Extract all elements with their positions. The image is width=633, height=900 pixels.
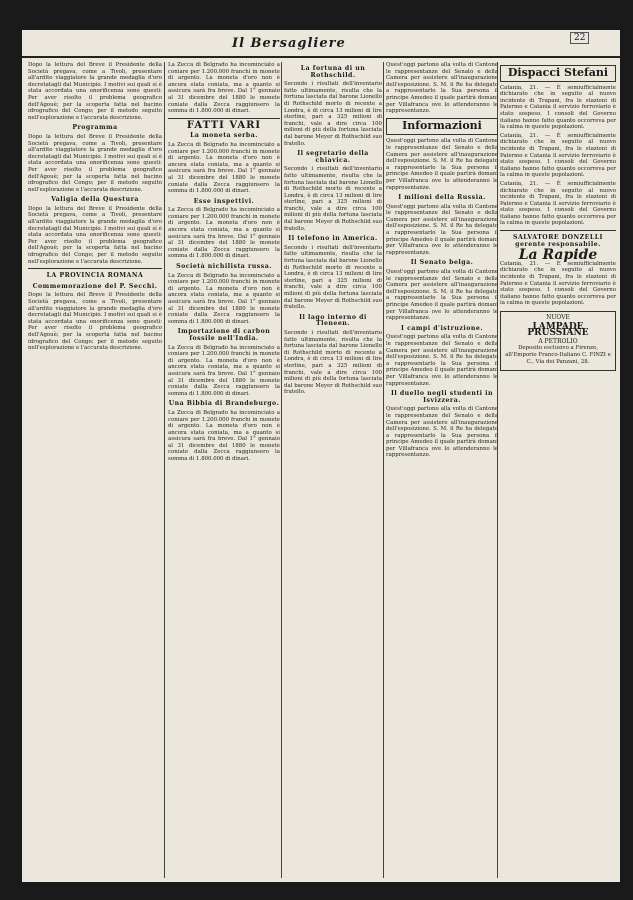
gerente-line: SALVATORE DONZELLI gerente responsabile. — [513, 234, 603, 248]
ad-line: NUOVE — [546, 314, 570, 321]
article-text: Quest'oggi partono alla volta di Cantone le rappresentanze del Senato e della Camera per assistere all'inaugurazione dell'esposizione. S. M. il Re ha delegato a rappresentarlo la Sua persona il principe Amedeo il quale partirà domani per Villafranca ove lo attenderanno le rappresentanze. — [386, 406, 498, 459]
column-2 — [168, 62, 280, 878]
section-heading: Dispacci Stefani — [500, 65, 616, 82]
masthead — [22, 32, 620, 58]
column-5 — [500, 62, 616, 878]
article-text: Dopo la lettura del Breve il Presidente della Società pregava, come a Tivoli, presentare all'ardito viaggiatore la grande medaglia d'oro decretatagli dal Municipio. I motivi sui quali si è stata accordata una onorificenza sono questi: Per aver risolto il problema geografico dell'Agouè; per la scoperta fatta nel bacino idrografico del Congo; per il metodo seguito nell'esplorazione e l'accurata descrizione. — [28, 62, 162, 121]
article-text: Dopo la lettura del Breve il Presidente della Società pregava, come a Tivoli, presentare all'ardito viaggiatore la grande medaglia d'oro decretatagli dal Municipio. I motivi sui quali si è stata accordata una onorificenza sono questi: Per aver risolto il problema geografico dell'Agouè; per la scoperta fatta nel bacino idrografico del Congo; per il metodo seguito nell'esplorazione e l'accurata descrizione. — [28, 292, 162, 352]
section-heading: Il telefono in America. — [288, 235, 378, 243]
article-text: La Zecca di Belgrado ha incominciato a coniare per 1.200.000 franchi in monete di argento. La moneta d'oro non è ancora stata coniata, ma a quanto si assicura sarà fra breve. Dal 1° gennaio al 31 dicembre del 1880 le monete coniate dalla Zecca raggiunsero la somma di 1.800.000 di dinari. — [168, 62, 280, 115]
section-heading: Valigia della Questura — [51, 196, 139, 204]
ad-title: LAMPADE PRUSSIANE — [527, 321, 589, 339]
informazioni-box — [386, 118, 498, 136]
article-text: Quest'oggi partono alla volta di Cantone le rappresentanze del Senato e della Camera per assistere all'inaugurazione dell'esposizione. S. M. il Re ha delegato a rappresentarlo la Sua persona il principe Amedeo il quale partirà domani per Villafranca ove lo attenderanno le rappresentanze. — [386, 62, 498, 115]
section-heading: La moneta serba. — [190, 132, 258, 140]
article-text: La Zecca di Belgrado ha incominciato a coniare per 1.200.000 franchi in monete di argento. La moneta d'oro non è ancora stata coniata, ma a quanto si assicura sarà fra breve. Dal 1° gennaio al 31 dicembre del 1880 le monete coniate dalla Zecca raggiunsero la somma di 1.800.000 di dinari. — [168, 409, 280, 463]
section-heading: Importazione di carbon fossile nell'India. — [177, 328, 271, 342]
article-text: La Zecca di Belgrado ha incominciato a coniare per 1.200.000 franchi in monete di argento. La moneta d'oro non è ancora stata coniata, ma a quanto si assicura sarà fra breve. Dal 1° gennaio al 31 dicembre del 1880 le monete coniate dalla Zecca raggiunsero la somma di 1.800.000 di dinari. — [168, 272, 280, 325]
section-heading: Commemorazione del P. Secchi. — [32, 282, 158, 290]
rapide-heading: La Rapide — [518, 247, 598, 264]
article-text: Dopo la lettura del Breve il Presidente della Società pregava, come a Tivoli, presentare all'ardito viaggiatore la grande medaglia d'oro decretatagli dal Municipio. I motivi sui quali si è stata accordata una onorificenza sono questi: Per aver risolto il problema geografico dell'Agouè; per la scoperta fatta nel bacino idrografico del Congo; per il metodo seguito nell'esplorazione e l'accurata descrizione. — [28, 205, 162, 265]
article-text: Dopo la lettura del Breve il Presidente della Società pregava, come a Tivoli, presentare all'ardito viaggiatore la grande medaglia d'oro decretatagli dal Municipio. I motivi sui quali si è stata accordata una onorificenza sono questi: Per aver risolto il problema geografico dell'Agouè; per la scoperta fatta nel bacino idrografico del Congo; per il metodo seguito nell'esplorazione e l'accurata descrizione. — [28, 133, 162, 193]
article-text: Catania, 21. — È semiufficialmente dichiarato che in seguito al nuovo incidente di Trapani, fra le stazioni di Palermo e Catania il servizio ferroviario è stato sospeso. I consoli del Governo italiano hanno fatto quanto occorreva per la calma in queste popolazioni. — [500, 260, 616, 307]
advertisement — [500, 311, 616, 371]
masthead-title: Il Bersagliere — [232, 36, 346, 51]
section-heading: Il Senato belga. — [410, 259, 474, 267]
divider — [500, 230, 616, 231]
newspaper-page — [22, 30, 620, 882]
section-heading: Esse inspettivi. — [193, 197, 255, 205]
section-heading: Società nichilista russa. — [176, 263, 272, 271]
column-rule — [383, 62, 384, 878]
article-text: La Zecca di Belgrado ha incominciato a coniare per 1.200.000 franchi in monete di argento. La moneta d'oro non è ancora stata coniata, ma a quanto si assicura sarà fra breve. Dal 1° gennaio al 31 dicembre del 1880 le monete coniate dalla Zecca raggiunsero la somma di 1.800.000 di dinari. — [168, 207, 280, 260]
column-1 — [28, 62, 162, 878]
column-rule — [164, 62, 165, 878]
article-text: Catania, 21. — È semiufficialmente dichiarato che in seguito al nuovo incidente di Trapani, fra le stazioni di Palermo e Catania il servizio ferroviario è stato sospeso. I consoli del Governo italiano hanno fatto quanto occorreva per la calma in queste popolazioni. — [500, 84, 616, 131]
article-text: Secondo i risultati dell'inventario fatto ultimamente, risulta che la fortuna lasciata dal barone Lionello di Rothschild morto di recente a Londra, è di circa 13 milioni di lire sterline, pari a 325 milioni di franchi, vale a dire circa 100 milioni di più della fortuna lasciata dal barone Meyer di Rothschild suo fratello. — [284, 81, 382, 147]
section-heading: LA PROVINCIA ROMANA — [46, 272, 144, 280]
section-heading: Il segretario della chiavica. — [297, 150, 369, 164]
section-heading: La fortuna di un Rothschild. — [300, 65, 366, 79]
article-text: La Zecca di Belgrado ha incominciato a coniare per 1.200.000 franchi in monete di argento. La moneta d'oro non è ancora stata coniata, ma a quanto si assicura sarà fra breve. Dal 1° gennaio al 31 dicembre del 1880 le monete coniate dalla Zecca raggiunsero la somma di 1.800.000 di dinari. — [168, 344, 280, 397]
ad-line: A PETROLIO — [538, 337, 578, 345]
article-text: Catania, 21. — È semiufficialmente dichiarato che in seguito al nuovo incidente di Trapani, fra le stazioni di Palermo e Catania il servizio ferroviario è stato sospeso. I consoli del Governo italiano hanno fatto quanto occorreva per la calma in queste popolazioni. — [500, 132, 616, 179]
article-text: Secondo i risultati dell'inventario fatto ultimamente, risulta che la fortuna lasciata dal barone Lionello di Rothschild morto di recente a Londra, è di circa 13 milioni di lire sterline, pari a 325 milioni di franchi, vale a dire circa 100 milioni di più della fortuna lasciata dal barone Meyer di Rothschild suo fratello. — [284, 166, 382, 232]
article-text: La Zecca di Belgrado ha incominciato a coniare per 1.200.000 franchi in monete di argento. La moneta d'oro non è ancora stata coniata, ma a quanto si assicura sarà fra breve. Dal 1° gennaio al 31 dicembre del 1880 le monete coniate dalla Zecca raggiunsero la somma di 1.800.000 di dinari. — [168, 141, 280, 195]
article-text: Quest'oggi partono alla volta di Cantone le rappresentanze del Senato e della Camera per assistere all'inaugurazione dell'esposizione. S. M. il Re ha delegato a rappresentarlo la Sua persona il principe Amedeo il quale partirà domani per Villafranca ove lo attenderanno le rappresentanze. — [386, 138, 498, 191]
column-3 — [284, 62, 382, 878]
section-heading: Una Bibbia di Brandeburgo. — [168, 400, 280, 408]
column-4 — [386, 62, 498, 878]
section-heading: I campi d'istruzione. — [401, 324, 483, 332]
article-text: Catania, 21. — È semiufficialmente dichiarato che in seguito al nuovo incidente di Trapani, fra le stazioni di Palermo e Catania il servizio ferroviario è stato sospeso. I consoli del Governo italiano hanno fatto quanto occorreva per la calma in queste popolazioni. — [500, 180, 616, 227]
issue-mark: 22 — [570, 32, 589, 44]
section-heading: Programma — [72, 124, 118, 132]
divider — [168, 118, 280, 119]
section-heading: Informazioni — [402, 118, 482, 132]
divider — [28, 268, 162, 269]
article-text: Secondo i risultati dell'inventario fatto ultimamente, risulta che la fortuna lasciata dal barone Lionello di Rothschild morto di recente a Londra, è di circa 13 milioni di lire sterline, pari a 325 milioni di franchi, vale a dire circa 100 milioni di più della fortuna lasciata dal barone Meyer di Rothschild suo fratello. — [284, 329, 382, 396]
column-rule — [281, 62, 282, 878]
section-heading: Il lago interno di Tleneen. — [299, 313, 367, 328]
article-text: Secondo i risultati dell'inventario fatto ultimamente, risulta che la fortuna lasciata dal barone Lionello di Rothschild morto di recente a Londra, è di circa 13 milioni di lire sterline, pari a 325 milioni di franchi, vale a dire circa 100 milioni di più della fortuna lasciata dal barone Meyer di Rothschild suo fratello. — [284, 244, 382, 311]
section-heading: I milioni della Russia. — [398, 194, 486, 202]
section-heading: Il duello negli studenti in Isvizzera. — [390, 390, 494, 404]
article-text: Quest'oggi partono alla volta di Cantone le rappresentanze del Senato e della Camera per assistere all'inaugurazione dell'esposizione. S. M. il Re ha delegato a rappresentarlo la Sua persona il principe Amedeo il quale partirà domani per Villafranca ove lo attenderanno le rappresentanze. — [386, 203, 498, 256]
article-text: Quest'oggi partono alla volta di Cantone le rappresentanze del Senato e della Camera per assistere all'inaugurazione dell'esposizione. S. M. il Re ha delegato a rappresentarlo la Sua persona il principe Amedeo il quale partirà domani per Villafranca ove lo attenderanno le rappresentanze. — [386, 334, 498, 387]
section-heading: FATTI VARI — [186, 119, 262, 131]
ad-footer: Deposito esclusivo a Firenze, all'Emporio Franco-Italiano C. FINZI e C., Via dei Panzani, 28. — [505, 345, 611, 365]
article-text: Quest'oggi partono alla volta di Cantone le rappresentanze del Senato e della Camera per assistere all'inaugurazione dell'esposizione. S. M. il Re ha delegato a rappresentarlo la Sua persona il principe Amedeo il quale partirà domani per Villafranca ove lo attenderanno le rappresentanze. — [386, 269, 498, 322]
